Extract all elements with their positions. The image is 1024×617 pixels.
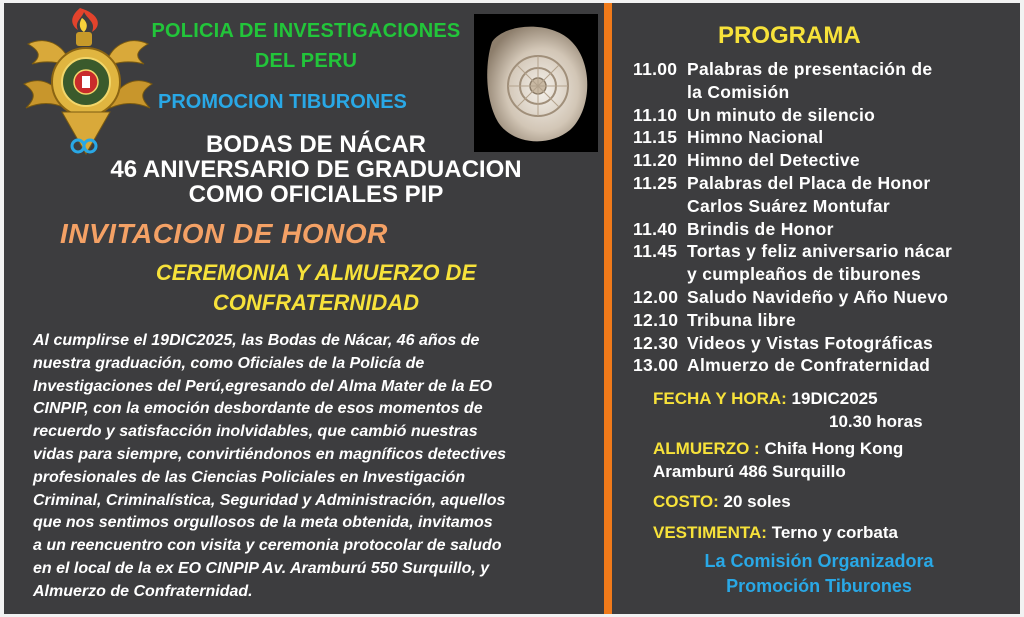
organizer-line2: Promoción Tiburones — [726, 576, 912, 596]
program-title: PROGRAMA — [718, 22, 861, 49]
body-line: CINPIP, con la emoción desbordante de esos momentos de — [33, 400, 483, 418]
body-line: que nos sentimos orgullosos de la meta obtenida, invitamos — [33, 514, 493, 532]
body-line: recuerdo y satisfacción inolvidables, que cambió nuestras — [33, 423, 478, 441]
organizer-line1: La Comisión Organizadora — [704, 551, 934, 571]
program-time: 11.20 — [633, 150, 678, 171]
program-item — [633, 218, 1019, 241]
program-time — [633, 195, 687, 218]
program-schedule — [633, 58, 1019, 377]
invitation-body — [33, 330, 603, 604]
program-time: 12.10 — [633, 309, 679, 330]
program-item — [633, 354, 1019, 377]
nautilus-shell-image — [474, 14, 598, 152]
lunch-row — [653, 439, 903, 459]
lunch-value: Chifa Hong Kong — [764, 439, 904, 458]
program-text: Tribuna libre — [687, 309, 796, 330]
body-line: en el local de la ex EO CINPIP Av. Aramburú 550 Surquillo, y — [33, 559, 490, 577]
cost-label: COSTO: — [653, 492, 719, 511]
date-row — [653, 389, 878, 409]
promo-name: PROMOCION TIBURONES — [158, 91, 407, 113]
body-line: a un reencuentro con visita y ceremonia protocolar de saludo — [33, 537, 502, 555]
program-time: 11.15 — [633, 127, 678, 148]
body-line: Criminal, Criminalística, Seguridad y Administración, aquellos — [33, 491, 506, 509]
body-line: vidas para siempre, convirtiéndonos en magníficos detectives — [33, 445, 507, 463]
program-item — [633, 332, 1019, 355]
program-item — [633, 126, 1019, 149]
program-time: 11.25 — [633, 172, 678, 193]
column-divider — [604, 3, 612, 614]
dress-row — [653, 523, 898, 543]
program-time: 12.00 — [633, 286, 679, 307]
program-item — [633, 309, 1019, 332]
program-text: Saludo Navideño y Año Nuevo — [687, 286, 949, 307]
program-text: Palabras de presentación de — [687, 59, 933, 79]
program-item — [633, 104, 1019, 127]
program-item — [633, 240, 1019, 263]
title-line3: COMO OFICIALES PIP — [188, 181, 444, 208]
cost-value: 20 soles — [723, 492, 791, 511]
program-item — [633, 263, 1019, 286]
program-item — [633, 172, 1019, 195]
program-time: 11.10 — [633, 104, 678, 125]
date-value: 19DIC2025 — [791, 389, 878, 408]
invitation-heading: INVITACION DE HONOR — [60, 218, 388, 249]
program-text: Tortas y feliz aniversario nácar — [687, 241, 953, 262]
org-name-line1: POLICIA DE INVESTIGACIONES — [151, 20, 461, 42]
body-line: Investigaciones del Perú,egresando del Alma Mater de la EO — [33, 377, 493, 395]
dress-label: VESTIMENTA: — [653, 523, 767, 542]
program-time — [633, 81, 687, 104]
program-text: la Comisión — [687, 81, 790, 102]
program-text: Carlos Suárez Montufar — [687, 195, 891, 216]
body-line: Al cumplirse el 19DIC2025, las Bodas de Nácar, 46 años de — [33, 332, 480, 349]
body-line: profesionales de las Ciencias Policiales en Investigación — [33, 468, 466, 486]
program-text: Brindis de Honor — [687, 218, 834, 239]
time-value: 10.30 horas — [829, 412, 923, 431]
program-text: Himno del Detective — [687, 150, 860, 171]
program-text: Palabras del Placa de Honor — [687, 172, 931, 193]
program-item — [633, 81, 1019, 104]
program-time — [633, 263, 687, 286]
program-item — [633, 58, 1019, 81]
program-text: Almuerzo de Confraternidad — [687, 355, 931, 376]
lunch-address: Aramburú 486 Surquillo — [653, 462, 846, 481]
ceremony-line1: CEREMONIA Y ALMUERZO DE — [155, 260, 477, 285]
ceremony-line2: CONFRATERNIDAD — [212, 290, 420, 315]
body-line: nuestra graduación, como Oficiales de la Policía de — [33, 354, 425, 372]
program-item — [633, 286, 1019, 309]
title-line2: 46 ANIVERSARIO DE GRADUACION — [110, 156, 522, 183]
dress-value: Terno y corbata — [771, 523, 898, 542]
program-text: Videos y Vistas Fotográficas — [687, 332, 934, 353]
lunch-label: ALMUERZO : — [653, 439, 760, 458]
date-label: FECHA Y HORA: — [653, 389, 787, 408]
program-text: Un minuto de silencio — [687, 104, 876, 125]
program-time: 12.30 — [633, 332, 679, 353]
program-item — [633, 149, 1019, 172]
program-time: 11.40 — [633, 218, 678, 239]
cost-row — [653, 492, 791, 512]
program-text: Himno Nacional — [687, 127, 824, 148]
body-line: Almuerzo de Confraternidad. — [33, 582, 253, 600]
program-item — [633, 195, 1019, 218]
program-time: 11.45 — [633, 241, 678, 262]
nautilus-shell-icon — [474, 14, 598, 152]
title-line1: BODAS DE NÁCAR — [205, 131, 426, 158]
program-time: 13.00 — [633, 355, 679, 376]
org-name-line2: DEL PERU — [254, 50, 358, 72]
program-time: 11.00 — [633, 59, 678, 79]
program-text: y cumpleaños de tiburones — [687, 264, 922, 285]
